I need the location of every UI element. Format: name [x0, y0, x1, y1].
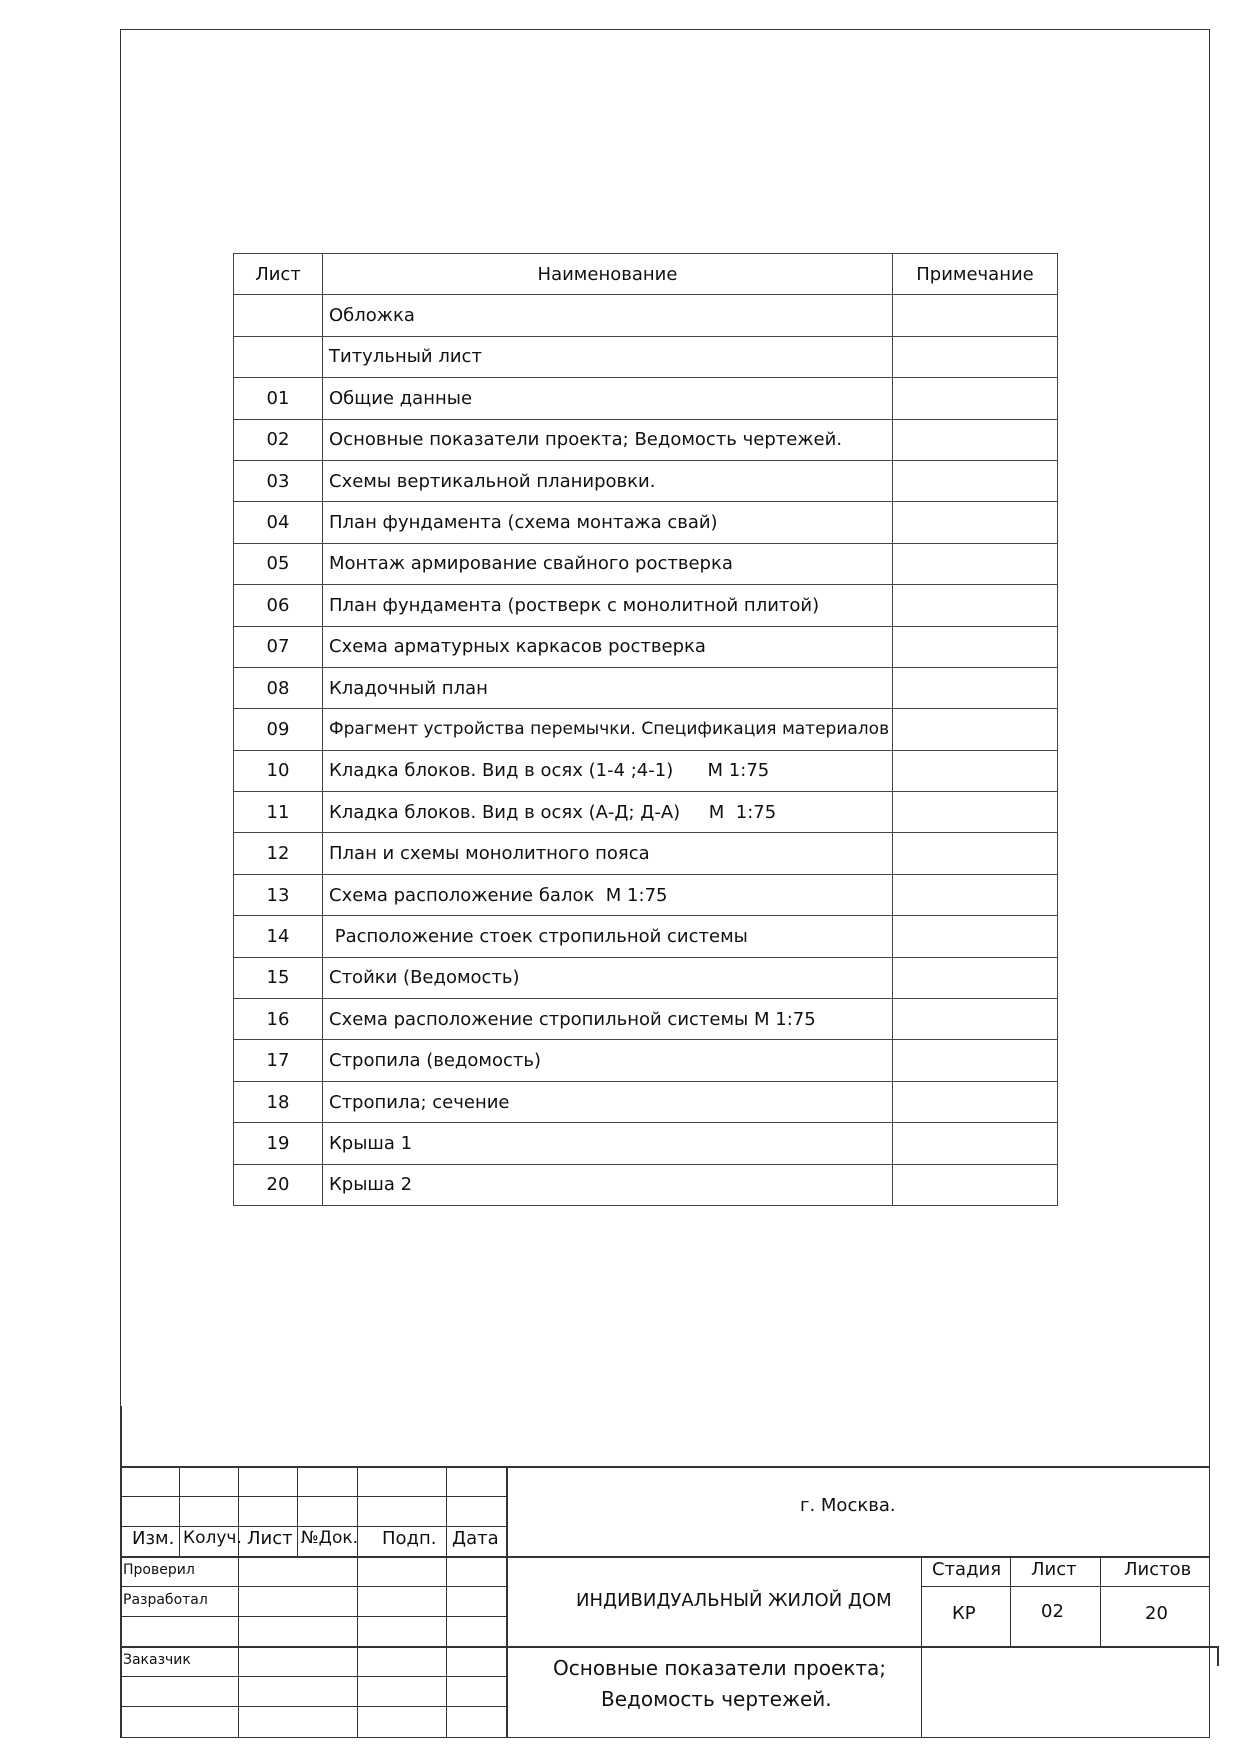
role-developed: Разработал [123, 1592, 208, 1608]
row-sheet-number: 14 [234, 916, 323, 957]
row-name: Кладочный план [323, 667, 893, 708]
table-row [234, 295, 1058, 336]
row-name: Стойки (Ведомость) [323, 957, 893, 998]
col-izm: Изм. [132, 1528, 175, 1549]
drawing-list-table [233, 253, 1058, 1206]
row-sheet-number [234, 295, 323, 336]
row-sheet-number: 12 [234, 833, 323, 874]
row-note [893, 336, 1058, 377]
row-note [893, 833, 1058, 874]
table-row [234, 667, 1058, 708]
row-sheet-number: 01 [234, 378, 323, 419]
row-sheet-number: 08 [234, 667, 323, 708]
row-note [893, 295, 1058, 336]
col-list: Лист [247, 1528, 293, 1549]
row-sheet-number: 18 [234, 1081, 323, 1122]
table-row [234, 543, 1058, 584]
table-row [234, 585, 1058, 626]
row-sheet-number: 04 [234, 502, 323, 543]
stage-label: Стадия [932, 1559, 1002, 1580]
stage-value: КР [952, 1603, 976, 1624]
row-name: Схема расположение балок М 1:75 [323, 874, 893, 915]
row-note [893, 378, 1058, 419]
row-note [893, 1081, 1058, 1122]
sheets-value: 20 [1145, 1603, 1168, 1624]
table-row [234, 874, 1058, 915]
row-sheet-number: 20 [234, 1164, 323, 1205]
row-name: Обложка [323, 295, 893, 336]
row-sheet-number: 15 [234, 957, 323, 998]
table-row [234, 378, 1058, 419]
row-note [893, 1123, 1058, 1164]
row-sheet-number: 19 [234, 1123, 323, 1164]
row-name: Титульный лист [323, 336, 893, 377]
row-note [893, 585, 1058, 626]
row-note [893, 792, 1058, 833]
row-name: Схемы вертикальной планировки. [323, 460, 893, 501]
table-row [234, 336, 1058, 377]
row-sheet-number: 03 [234, 460, 323, 501]
row-name: Фрагмент устройства перемычки. Спецификация материалов [323, 709, 893, 750]
row-name: Кладка блоков. Вид в осях (А-Д; Д-А) М 1:75 [323, 792, 893, 833]
row-note [893, 750, 1058, 791]
table-row [234, 502, 1058, 543]
row-note [893, 419, 1058, 460]
col-data: Дата [452, 1528, 499, 1549]
row-sheet-number: 05 [234, 543, 323, 584]
header-note: Примечание [893, 254, 1058, 295]
row-sheet-number: 02 [234, 419, 323, 460]
row-note [893, 709, 1058, 750]
table-row [234, 750, 1058, 791]
table-row [234, 1040, 1058, 1081]
row-name: Расположение стоек стропильной системы [323, 916, 893, 957]
row-note [893, 874, 1058, 915]
row-name: Основные показатели проекта; Ведомость чертежей. [323, 419, 893, 460]
table-row [234, 1081, 1058, 1122]
row-sheet-number [234, 336, 323, 377]
drawing-title-line2: Ведомость чертежей. [601, 1687, 832, 1711]
row-name: Общие данные [323, 378, 893, 419]
col-podp: Подп. [382, 1528, 437, 1549]
col-ndok: №Док. [301, 1528, 359, 1548]
row-note [893, 502, 1058, 543]
row-name: План и схемы монолитного пояса [323, 833, 893, 874]
city: г. Москва. [800, 1495, 896, 1516]
row-note [893, 999, 1058, 1040]
table-row [234, 626, 1058, 667]
row-name: Схема арматурных каркасов ростверка [323, 626, 893, 667]
table-row [234, 999, 1058, 1040]
drawing-title-line1: Основные показатели проекта; [553, 1656, 887, 1680]
table-row [234, 709, 1058, 750]
header-name: Наименование [323, 254, 893, 295]
table-row [234, 1123, 1058, 1164]
row-note [893, 626, 1058, 667]
row-name: План фундамента (схема монтажа свай) [323, 502, 893, 543]
row-name: Монтаж армирование свайного ростверка [323, 543, 893, 584]
row-note [893, 667, 1058, 708]
row-sheet-number: 06 [234, 585, 323, 626]
row-sheet-number: 11 [234, 792, 323, 833]
table-row [234, 957, 1058, 998]
row-note [893, 916, 1058, 957]
table-row [234, 916, 1058, 957]
table-row [234, 1164, 1058, 1205]
table-row [234, 792, 1058, 833]
row-sheet-number: 17 [234, 1040, 323, 1081]
row-sheet-number: 09 [234, 709, 323, 750]
row-name: Схема расположение стропильной системы М 1:75 [323, 999, 893, 1040]
row-name: Крыша 2 [323, 1164, 893, 1205]
row-name: Крыша 1 [323, 1123, 893, 1164]
row-note [893, 543, 1058, 584]
row-note [893, 460, 1058, 501]
role-customer: Заказчик [123, 1652, 191, 1668]
row-name: План фундамента (ростверк с монолитной плитой) [323, 585, 893, 626]
row-sheet-number: 10 [234, 750, 323, 791]
table-row [234, 833, 1058, 874]
row-sheet-number: 13 [234, 874, 323, 915]
row-name: Кладка блоков. Вид в осях (1-4 ;4-1) М 1:75 [323, 750, 893, 791]
row-note [893, 957, 1058, 998]
sheet-value: 02 [1041, 1601, 1064, 1622]
sheets-label: Листов [1124, 1559, 1192, 1580]
row-sheet-number: 07 [234, 626, 323, 667]
row-name: Стропила (ведомость) [323, 1040, 893, 1081]
row-note [893, 1040, 1058, 1081]
row-sheet-number: 16 [234, 999, 323, 1040]
row-note [893, 1164, 1058, 1205]
col-koluch: Колуч. [183, 1528, 242, 1548]
role-checked: Проверил [123, 1562, 195, 1578]
project-name: ИНДИВИДУАЛЬНЫЙ ЖИЛОЙ ДОМ [576, 1590, 892, 1611]
row-name: Стропила; сечение [323, 1081, 893, 1122]
header-sheet: Лист [234, 254, 323, 295]
table-row [234, 419, 1058, 460]
table-row [234, 460, 1058, 501]
table-header-row [234, 254, 1058, 295]
sheet-label: Лист [1031, 1559, 1077, 1580]
